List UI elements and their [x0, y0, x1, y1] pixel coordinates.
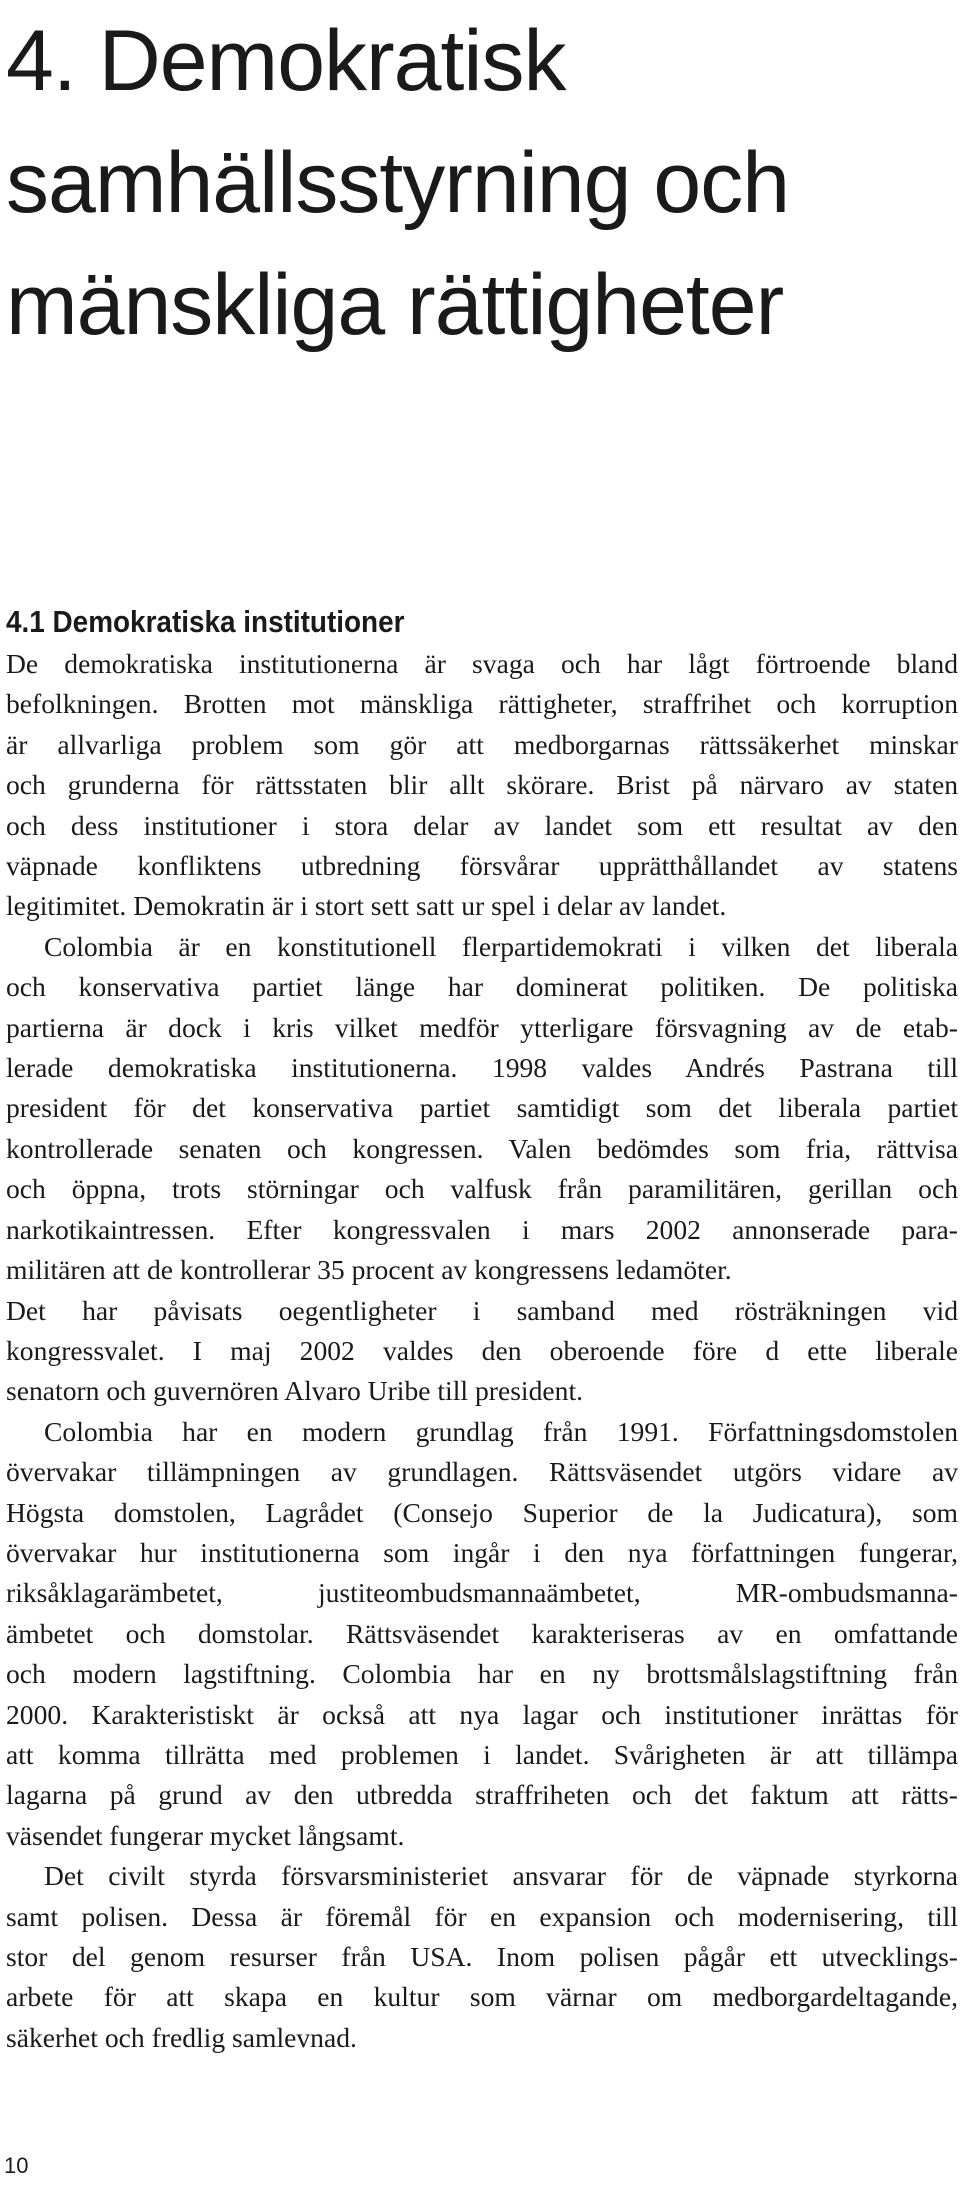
chapter-title	[6, 0, 956, 366]
text-line: narkotikaintressen. Efter kongressvalen i mars 2002 annonserade para-	[6, 1213, 958, 1245]
page-number: 10	[4, 2153, 29, 2178]
paragraph	[6, 927, 958, 1412]
text-line: att komma tillrätta med problemen i landet. Svårigheten är att tillämpa	[6, 1738, 958, 1770]
paragraph	[6, 1412, 958, 1856]
text-line: Colombia är en konstitutionell flerpartidemokrati i vilken det liberala	[44, 930, 958, 962]
text-line: och modern lagstiftning. Colombia har en ny brottsmålslagstiftning från	[6, 1658, 958, 1690]
paragraph	[6, 1856, 958, 2058]
text-line: och dess institutioner i stora delar av landet som ett resultat av den	[6, 809, 958, 841]
text-line: lerade demokratiska institutionerna. 1998 valdes Andrés Pastrana till	[6, 1052, 958, 1084]
text-line: militären att de kontrollerar 35 procent av kongressens ledamöter.	[6, 1254, 732, 1286]
text-line: kongressvalet. I maj 2002 valdes den oberoende före d ette liberale	[6, 1334, 958, 1366]
text-line: senatorn och guvernören Alvaro Uribe till president.	[6, 1375, 584, 1407]
section-heading: 4.1 Demokratiska institutioner	[6, 604, 405, 639]
text-line: säkerhet och fredlig samlevnad.	[6, 2021, 357, 2053]
text-line: befolkningen. Brotten mot mänskliga rättigheter, straffrihet och korruption	[6, 688, 958, 720]
text-line: övervakar tillämpningen av grundlagen. Rättsväsendet utgörs vidare av	[6, 1456, 958, 1488]
text-line: övervakar hur institutionerna som ingår i den nya författningen fungerar,	[6, 1536, 958, 1568]
text-line: president för det konservativa partiet samtidigt som det liberala partiet	[6, 1092, 958, 1124]
text-line: kontrollerade senaten och kongressen. Valen bedömdes som fria, rättvisa	[6, 1132, 958, 1164]
text-line: arbete för att skapa en kultur som värnar om medborgardeltagande,	[6, 1981, 958, 2013]
body-text	[6, 644, 958, 2058]
paragraph	[6, 644, 958, 927]
text-line: väsendet fungerar mycket långsamt.	[6, 1819, 405, 1851]
text-line: och grunderna för rättsstaten blir allt skörare. Brist på närvaro av staten	[6, 769, 958, 801]
text-line: är allvarliga problem som gör att medborgarnas rättssäkerhet minskar	[6, 728, 958, 760]
text-line: riksåklagarämbetet, justiteombudsmannaämbetet, MR-ombudsmanna-	[6, 1577, 958, 1609]
chapter-title-line: samhällsstyrning och	[6, 135, 790, 231]
text-line: och konservativa partiet länge har dominerat politiken. De politiska	[6, 971, 958, 1003]
text-line: Det har påvisats oegentligheter i samband med rösträkningen vid	[6, 1294, 958, 1326]
text-line: Högsta domstolen, Lagrådet (Consejo Superior de la Judicatura), som	[6, 1496, 958, 1528]
text-line: legitimitet. Demokratin är i stort sett satt ur spel i delar av landet.	[6, 890, 727, 922]
text-line: lagarna på grund av den utbredda straffriheten och det faktum att rätts-	[6, 1779, 958, 1811]
text-line: väpnade konfliktens utbredning försvårar upprätthållandet av statens	[6, 850, 958, 882]
text-line: partierna är dock i kris vilket medför ytterligare försvagning av de etab-	[6, 1011, 958, 1043]
chapter-title-line: 4. Demokratisk	[6, 13, 566, 109]
text-line: och öppna, trots störningar och valfusk från paramilitären, gerillan och	[6, 1173, 958, 1205]
text-line: samt polisen. Dessa är föremål för en expansion och modernisering, till	[6, 1900, 958, 1932]
chapter-title-line: mänskliga rättigheter	[6, 257, 784, 353]
text-line: Det civilt styrda försvarsministeriet ansvarar för de väpnade styrkorna	[44, 1860, 958, 1892]
text-line: 2000. Karakteristiskt är också att nya lagar och institutioner inrättas för	[6, 1698, 958, 1730]
text-line: Colombia har en modern grundlag från 1991. Författningsdomstolen	[44, 1415, 958, 1447]
text-line: stor del genom resurser från USA. Inom polisen pågår ett utvecklings-	[6, 1941, 958, 1972]
text-line: ämbetet och domstolar. Rättsväsendet karakteriseras av en omfattande	[6, 1617, 958, 1649]
text-line: De demokratiska institutionerna är svaga och har lågt förtroende bland	[6, 648, 958, 679]
